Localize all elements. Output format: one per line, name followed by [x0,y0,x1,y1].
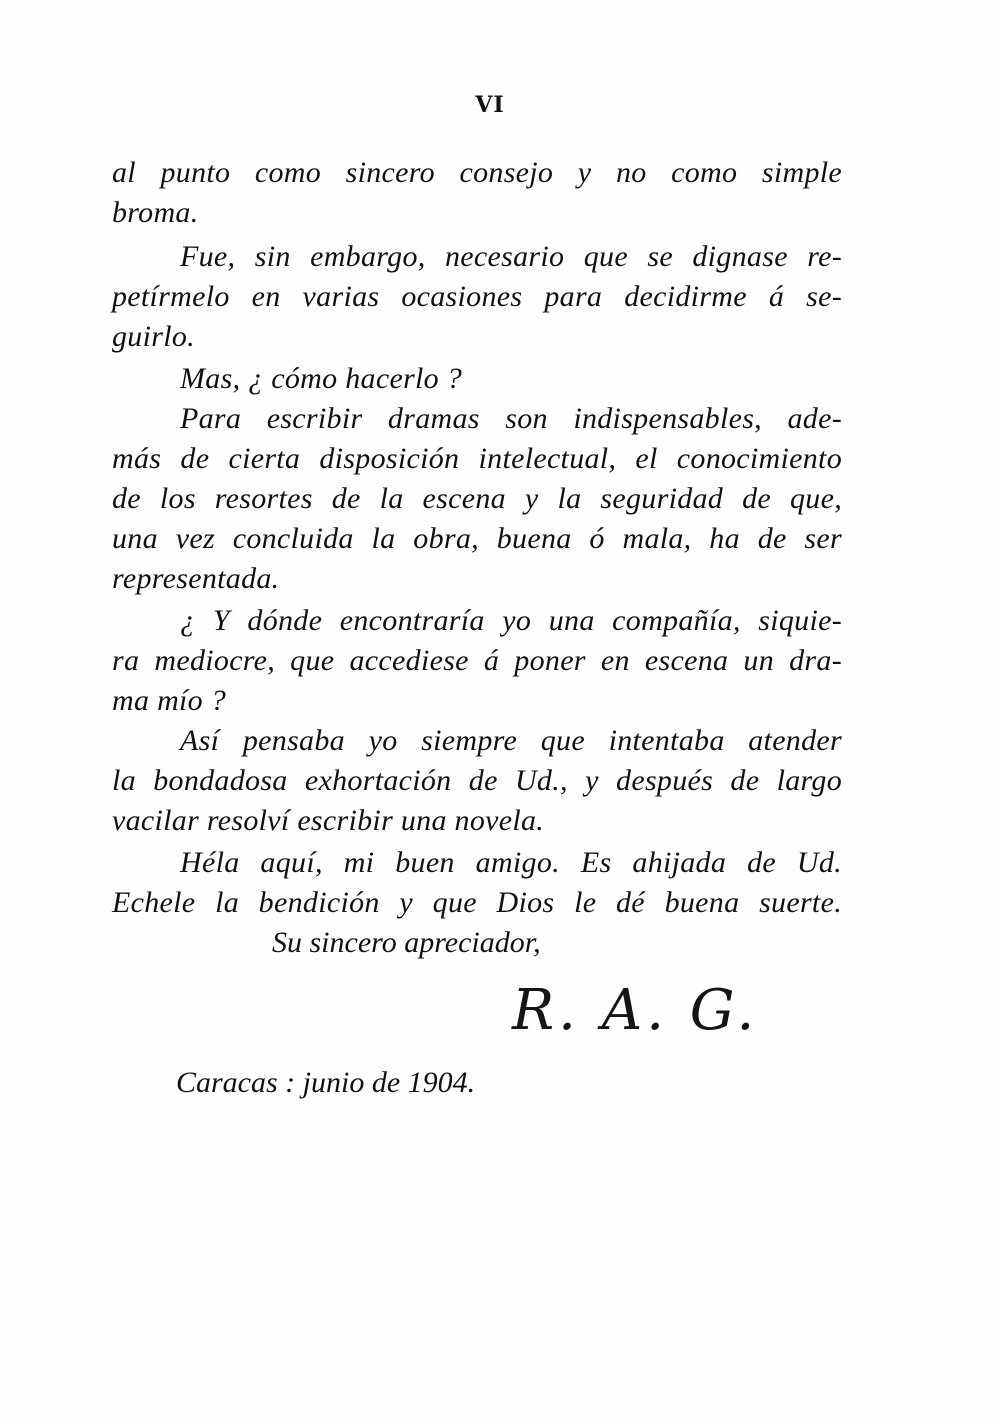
text-line: Mas, ¿ cómo hacerlo ? [180,362,463,395]
text-line: petírmelo en varias ocasiones para decidirme á se- [112,280,842,313]
text-line: la bondadosa exhortación de Ud., y después de largo [112,764,842,797]
text-line: Echele la bendición y que Dios le dé buena suerte. [112,886,842,919]
text-line: una vez concluida la obra, buena ó mala, ha de ser [112,522,842,555]
place-date: Caracas : junio de 1904. [176,1066,476,1099]
text-line: Fue, sin embargo, necesario que se dignase re- [180,240,842,273]
text-line: de los resortes de la escena y la seguridad de que, [112,482,842,515]
text-line: guirlo. [112,320,195,353]
text-line: al punto como sincero consejo y no como simple [112,156,842,189]
text-line: ma mío ? [112,684,227,717]
text-line: Héla aquí, mi buen amigo. Es ahijada de Ud. [180,846,842,879]
text-line: más de cierta disposición intelectual, el conocimiento [112,442,842,475]
text-line: vacilar resolví escribir una novela. [112,804,545,837]
signature: R. A. G. [512,978,759,1043]
text-line: Para escribir dramas son indispensables, ade- [180,402,842,435]
text-line: Así pensaba yo siempre que intentaba atender [180,724,842,757]
text-line: ¿ Y dónde encontraría yo una compañía, siquie- [180,604,842,637]
text-line: ra mediocre, que accediese á poner en escena un dra- [112,644,842,677]
closing-salutation: Su sincero apreciador, [272,926,541,959]
text-line: broma. [112,196,199,229]
page-number: VI [475,92,505,118]
text-line: representada. [112,562,280,595]
